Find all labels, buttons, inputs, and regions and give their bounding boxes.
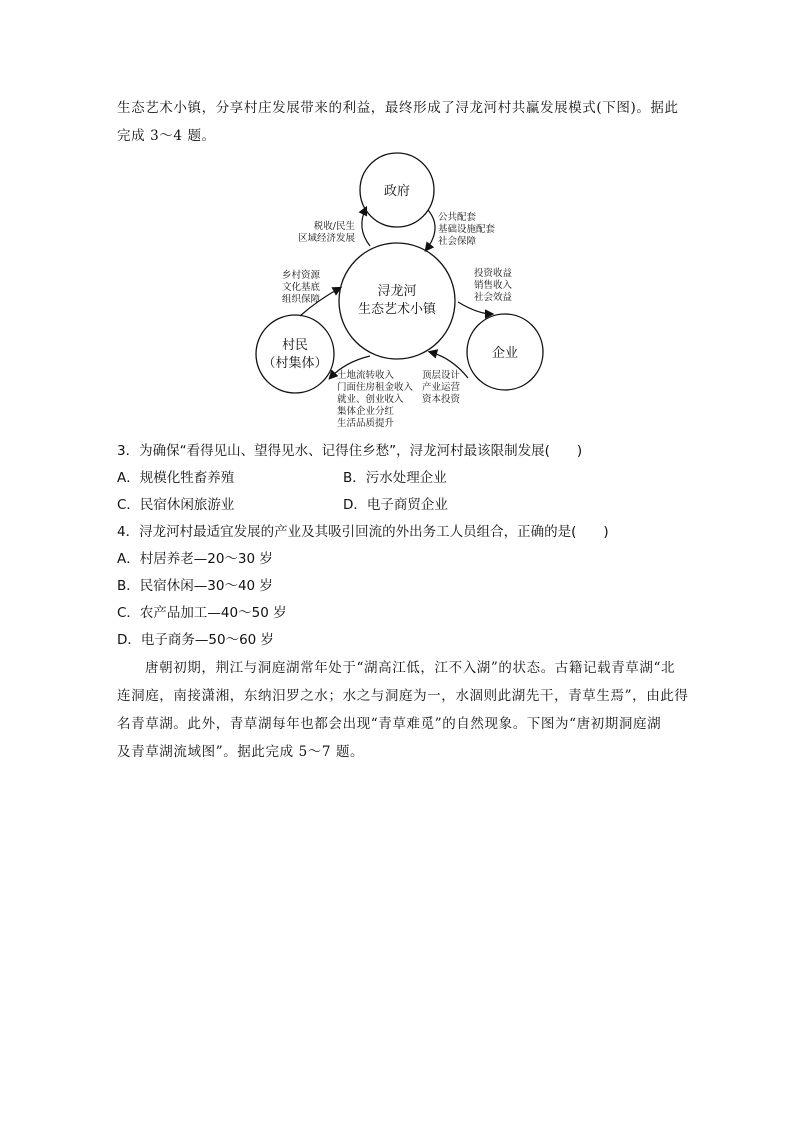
- passage-line-3: 名青草湖。此外，青草湖每年也都会出现“青草难觅”的自然现象。下图为“唐初期洞庭湖: [117, 716, 662, 732]
- center-to-villager-1: 土地流转收入: [337, 370, 395, 381]
- gov-to-center-2: 基础设施配套: [438, 224, 496, 235]
- villager-label-2: （村集体）: [262, 356, 328, 371]
- enterprise-to-center-3: 资本投资: [422, 394, 461, 405]
- center-to-villager-4: 集体企业分红: [337, 406, 395, 417]
- passage-line-1: 唐朝初期，荆江与洞庭湖常年处于“湖高江低，江不入湖”的状态。古籍记载青草湖“北: [145, 660, 676, 676]
- villager-to-center-1: 乡村资源: [281, 270, 320, 281]
- center-to-enterprise-3: 社会效益: [474, 292, 513, 303]
- villager-to-gov-2: 区域经济发展: [297, 233, 355, 244]
- q4-option-a: A．村居养老—20～30 岁: [117, 551, 273, 567]
- villager-to-center-3: 组织保障: [281, 294, 320, 305]
- q4-option-c: C．农产品加工—40～50 岁: [117, 605, 287, 621]
- q3-option-d: D．电子商贸企业: [343, 497, 448, 513]
- villager-to-center-2: 文化基底: [281, 282, 320, 293]
- villager-label-1: 村民: [281, 338, 309, 353]
- passage-line-4: 及青草湖流域图”。据此完成 5～7 题。: [117, 744, 365, 760]
- center-to-villager-2: 门面住房租金收入: [337, 382, 414, 393]
- q4-option-d: D．电子商务—50～60 岁: [117, 632, 275, 648]
- intro-line-2: 完成 3～4 题。: [117, 128, 216, 144]
- gov-to-center-1: 公共配套: [438, 212, 477, 223]
- center-to-villager-5: 生活品质提升: [337, 418, 395, 429]
- enterprise-to-center-2: 产业运营: [422, 382, 461, 393]
- villager-circle: [256, 315, 334, 393]
- center-to-enterprise-1: 投资收益: [474, 268, 513, 279]
- center-to-enterprise-2: 销售收入: [474, 280, 513, 291]
- q4-option-b: B．民宿休闲—30～40 岁: [117, 578, 273, 594]
- gov-label: 政府: [383, 184, 411, 199]
- win-win-diagram: [0, 145, 794, 435]
- center-to-villager-3: 就业、创业收入: [337, 394, 404, 405]
- villager-to-gov-1: 税收/民生: [313, 221, 355, 232]
- intro-line-1: 生态艺术小镇，分享村庄发展带来的利益，最终形成了浔龙河村共赢发展模式(下图)。据此: [117, 100, 679, 116]
- center-circle: [339, 243, 455, 359]
- enterprise-label: 企业: [491, 346, 519, 361]
- enterprise-to-center-1: 顶层设计: [422, 370, 461, 381]
- arrow-center-to-enterprise: [458, 302, 492, 314]
- q4-stem: 4．浔龙河村最适宜发展的产业及其吸引回流的外出务工人员组合，正确的是( ): [117, 524, 609, 540]
- arrow-gov-to-center: [426, 210, 435, 250]
- q3-option-b: B．污水处理企业: [343, 470, 447, 486]
- gov-to-center-3: 社会保障: [438, 236, 477, 247]
- center-label-1: 浔龙河: [377, 284, 417, 299]
- q3-option-c: C．民宿休闲旅游业: [117, 497, 235, 513]
- passage-line-2: 连洞庭，南接潇湘，东纳汨罗之水；水之与洞庭为一，水涸则此湖先干，青草生焉”，由此得: [117, 688, 689, 704]
- q3-stem: 3．为确保“看得见山、望得见水、记得住乡愁”，浔龙河村最该限制发展( ): [117, 443, 583, 459]
- q3-option-a: A．规模化牲畜养殖: [117, 470, 235, 486]
- center-label-2: 生态艺术小镇: [357, 302, 437, 317]
